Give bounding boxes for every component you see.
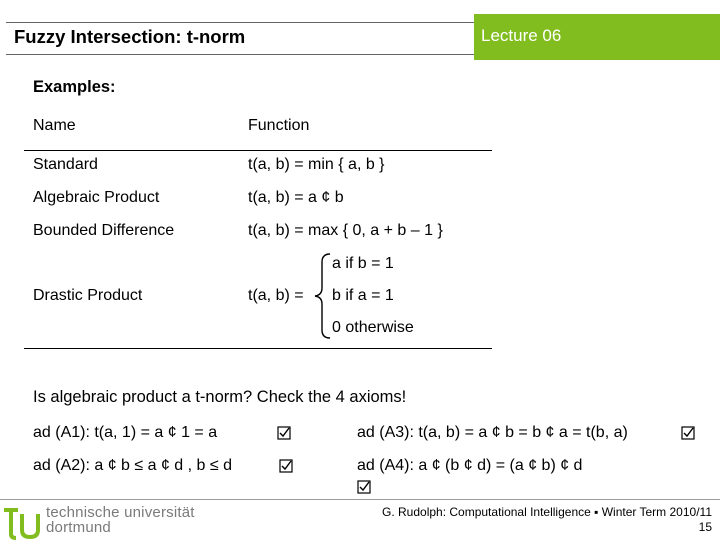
row-name-bounded: Bounded Difference bbox=[33, 222, 175, 239]
axiom-a1: ad (A1): t(a, 1) = a ¢ 1 = a bbox=[33, 424, 218, 441]
drastic-case-2: b if a = 1 bbox=[332, 287, 394, 304]
curly-brace-icon bbox=[312, 252, 332, 340]
checkbox-checked-icon bbox=[277, 426, 291, 440]
axiom-a3: ad (A3): t(a, b) = a ¢ b = b ¢ a = t(b, a) bbox=[357, 424, 628, 441]
drastic-case-3: 0 otherwise bbox=[332, 319, 414, 336]
question-text: Is algebraic product a t-norm? Check the 4 axioms! bbox=[33, 388, 407, 406]
table-header-rule bbox=[24, 150, 492, 151]
row-name-standard: Standard bbox=[33, 156, 98, 173]
row-function-bounded: t(a, b) = max { 0, a + b – 1 } bbox=[248, 222, 443, 239]
examples-heading: Examples: bbox=[33, 78, 116, 96]
checkbox-checked-icon bbox=[681, 426, 695, 440]
university-name bbox=[46, 505, 195, 535]
tu-logo-icon bbox=[0, 500, 44, 540]
checkbox-checked-icon bbox=[279, 459, 293, 473]
row-function-algebraic: t(a, b) = a ¢ b bbox=[248, 189, 344, 206]
column-header-name: Name bbox=[33, 117, 76, 134]
slide-title: Fuzzy Intersection: t-norm bbox=[14, 26, 246, 47]
axiom-a4: ad (A4): a ¢ (b ¢ d) = (a ¢ b) ¢ d bbox=[357, 457, 583, 474]
row-name-drastic: Drastic Product bbox=[33, 287, 143, 304]
footer-citation-block bbox=[382, 505, 712, 535]
axiom-a2: ad (A2): a ¢ b ≤ a ¢ d , b ≤ d bbox=[33, 457, 233, 474]
row-function-standard: t(a, b) = min { a, b } bbox=[248, 156, 385, 173]
row-function-drastic-lhs: t(a, b) = bbox=[248, 287, 304, 304]
table-bottom-rule bbox=[24, 348, 492, 349]
lecture-label: Lecture 06 bbox=[481, 26, 562, 45]
drastic-case-1: a if b = 1 bbox=[332, 255, 394, 272]
column-header-function: Function bbox=[248, 117, 310, 134]
checkbox-checked-icon bbox=[357, 480, 371, 494]
university-name-line2: dortmund bbox=[46, 519, 111, 536]
footer-rule bbox=[0, 499, 720, 500]
row-name-algebraic: Algebraic Product bbox=[33, 189, 160, 206]
page-number: 15 bbox=[698, 520, 712, 534]
footer-citation: G. Rudolph: Computational Intelligence ▪ Winter Term 2010/11 bbox=[382, 505, 712, 519]
university-name-line1: technische universität bbox=[46, 504, 195, 521]
